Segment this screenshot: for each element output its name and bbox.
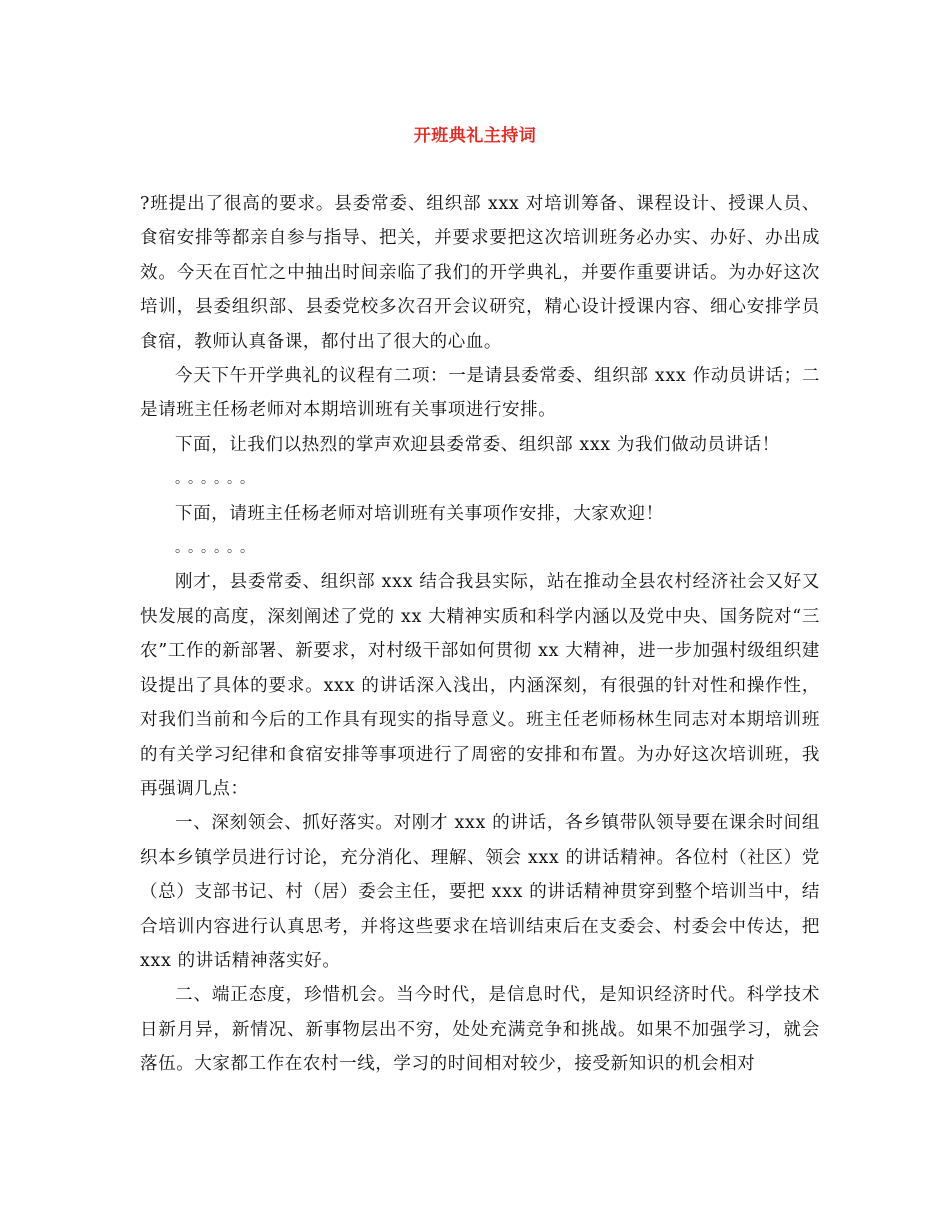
document-body <box>140 187 820 1082</box>
paragraph-point-one: 一、深刻领会、抓好落实。对刚才 xxx 的讲话，各乡镇带队领导要在课余时间组织本乡镇学员进行讨论，充分消化、理解、领会 xxx 的讲话精神。各位村（社区）党（总）支部书记、村（居）委会主任，要把 xxx 的讲话精神贯穿到整个培训当中，结合培训内容进行认真思考，并将这些要求在培训结束后在支委会、村委会中传达，把 xxx 的讲话精神落实好。 <box>140 813 820 971</box>
paragraph-point-two: 二、端正态度，珍惜机会。当今时代，是信息时代，是知识经济时代。科学技术日新月异，新情况、新事物层出不穷，处处充满竞争和挑战。如果不加强学习，就会落伍。大家都工作在农村一线，学习的时间相对较少，接受新知识的机会相对 <box>140 985 820 1075</box>
ellipsis-line: 。。。。。。 <box>175 471 260 488</box>
paragraph-welcome-speech: 下面，让我们以热烈的掌声欢迎县委常委、组织部 xxx 为我们做动员讲话！ <box>175 434 780 455</box>
paragraph-agenda: 今天下午开学典礼的议程有二项：一是请县委常委、组织部 xxx 作动员讲话；二是请班主任杨老师对本期培训班有关事项进行安排。 <box>140 366 820 421</box>
paragraph-intro: ?班提出了很高的要求。县委常委、组织部 xxx 对培训筹备、课程设计、授课人员、食宿安排等都亲自参与指导、把关，并要求要把这次培训班务必办实、办好、办出成效。今天在百忙之中抽出时间亲临了我们的开学典礼，并要作重要讲话。为办好这次培训，县委组织部、县委党校多次召开会议研究，精心设计授课内容、细心安排学员食宿，教师认真备课，都付出了很大的心血。 <box>140 194 820 352</box>
paragraph-summary: 刚才，县委常委、组织部 xxx 结合我县实际，站在推动全县农村经济社会又好又快发展的高度，深刻阐述了党的 xx 大精神实质和科学内涵以及党中央、国务院对“三农”工作的新部署、新要求，对村级干部如何贯彻 xx 大精神，进一步加强村级组织建设提出了具体的要求。xxx 的讲话深入浅出，内涵深刻，有很强的针对性和操作性，对我们当前和今后的工作具有现实的指导意义。班主任老师杨林生同志对本期培训班的有关学习纪律和食宿安排等事项进行了周密的安排和布置。为办好这次培训班，我再强调几点： <box>140 572 820 799</box>
ellipsis-line: 。。。。。。 <box>175 540 260 557</box>
document-title: 开班典礼主持词 <box>413 126 537 146</box>
paragraph-welcome-teacher: 下面，请班主任杨老师对培训班有关事项作安排，大家欢迎！ <box>175 503 664 524</box>
